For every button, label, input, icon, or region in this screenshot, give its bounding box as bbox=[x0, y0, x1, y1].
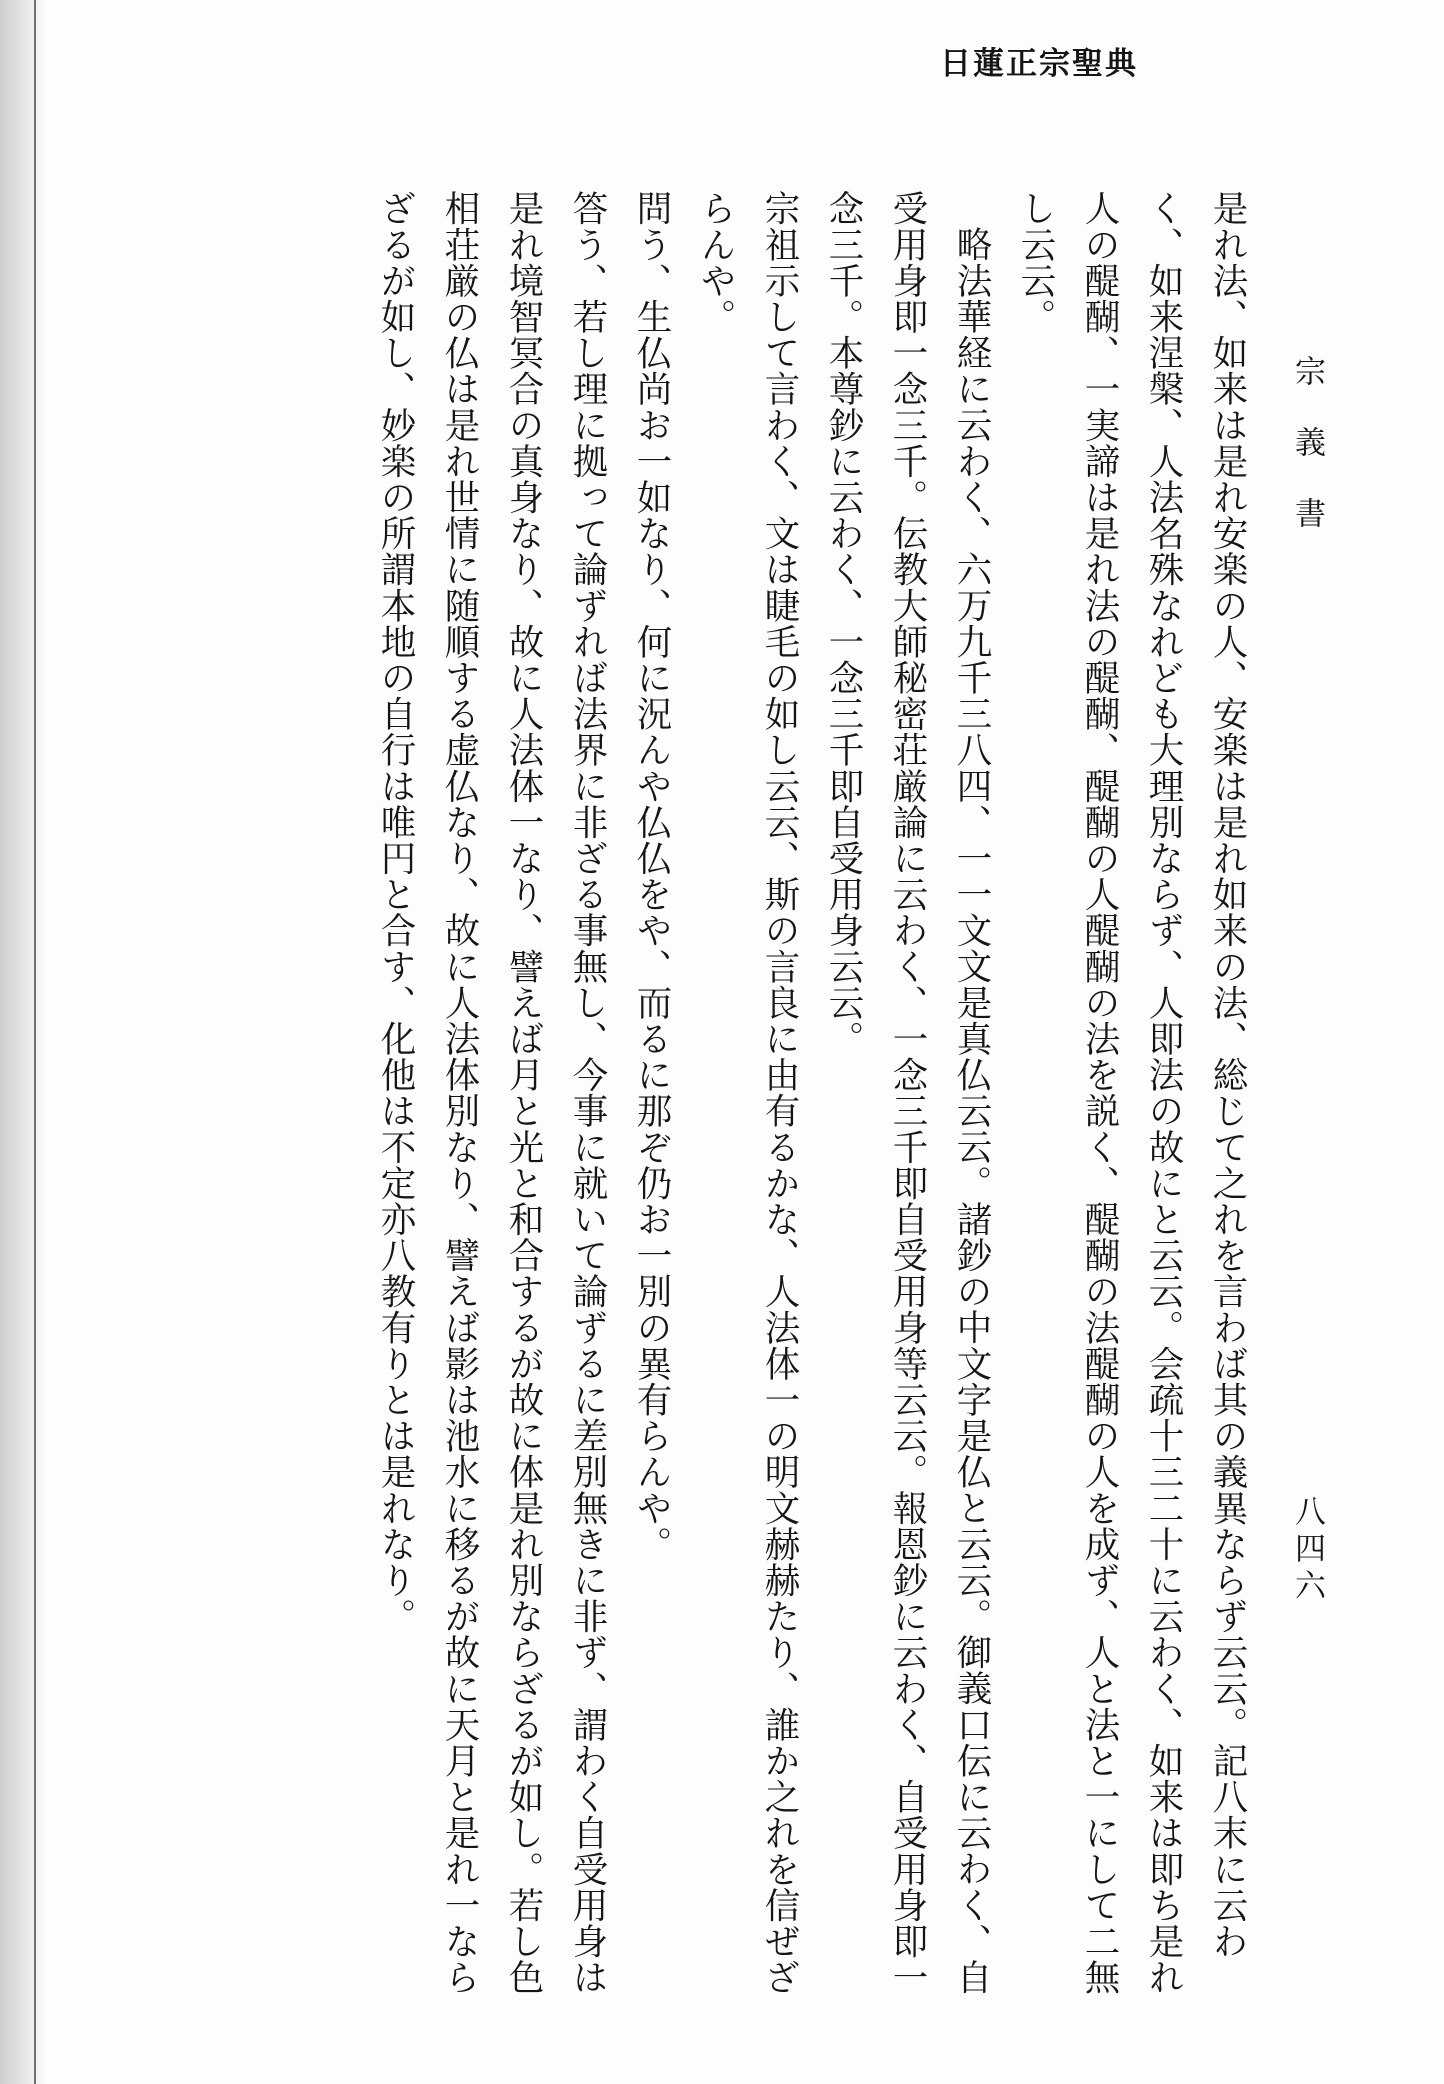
paragraph: 是れ法、如来は是れ安楽の人、安楽は是れ如来の法、総じて之れを言わば其の義異ならず云云。記八末に云わく、如来涅槃、人法名殊なれども大理別ならず、人即法の故にと云云。会疏十三二十に云わく、如来は即ち是れ人の醍醐、一実諦は是れ法の醍醐、醍醐の人醍醐の法を説く、醍醐の法醍醐の人を成ず、人と法と一にして二無し云云。 bbox=[1015, 190, 1248, 1995]
page-number: 八四六 bbox=[1289, 1495, 1325, 1606]
running-title: 宗義書 bbox=[1289, 355, 1325, 568]
body-text bbox=[159, 190, 1259, 2030]
paragraph: 答う、若し理に拠って論ずれば法界に非ざる事無し、今事に就いて論ずるに差別無きに非ず、謂わく自受用身は是れ境智冥合の真身なり、故に人法体一なり、譬えば月と光と和合するが故に体是れ別ならざるが如し。若し色相荘厳の仏は是れ世情に随順する虚仏なり、故に人法体別なり、譬えば影は池水に移るが故に天月と是れ一ならざるが如し、妙楽の所謂本地の自行は唯円と合す、化他は不定亦八教有りとは是れなり。 bbox=[375, 190, 608, 1995]
book-gutter-shadow bbox=[0, 0, 46, 2084]
book-spine-line bbox=[34, 0, 36, 2084]
book-title-header: 日蓮正宗聖典 bbox=[940, 46, 1138, 82]
paragraph: 宗祖示して言わく、文は睫毛の如し云云、斯の言良に由有るかな、人法体一の明文赫赫たり、誰か之れを信ぜざらんや。 bbox=[695, 190, 800, 1995]
paragraph: 問う、生仏尚お一如なり、何に況んや仏仏をや、而るに那ぞ仍お一別の異有らんや。 bbox=[631, 190, 672, 1562]
paragraph: 略法華経に云わく、六万九千三八四、一一文文是真仏云云。諸鈔の中文字是仏と云云。御義口伝に云わく、自受用身即一念三千。伝教大師秘密荘厳論に云わく、一念三千即自受用身等云云。報恩鈔に云わく、自受用身即一念三千。本尊鈔に云わく、一念三千即自受用身云云。 bbox=[823, 190, 992, 1995]
